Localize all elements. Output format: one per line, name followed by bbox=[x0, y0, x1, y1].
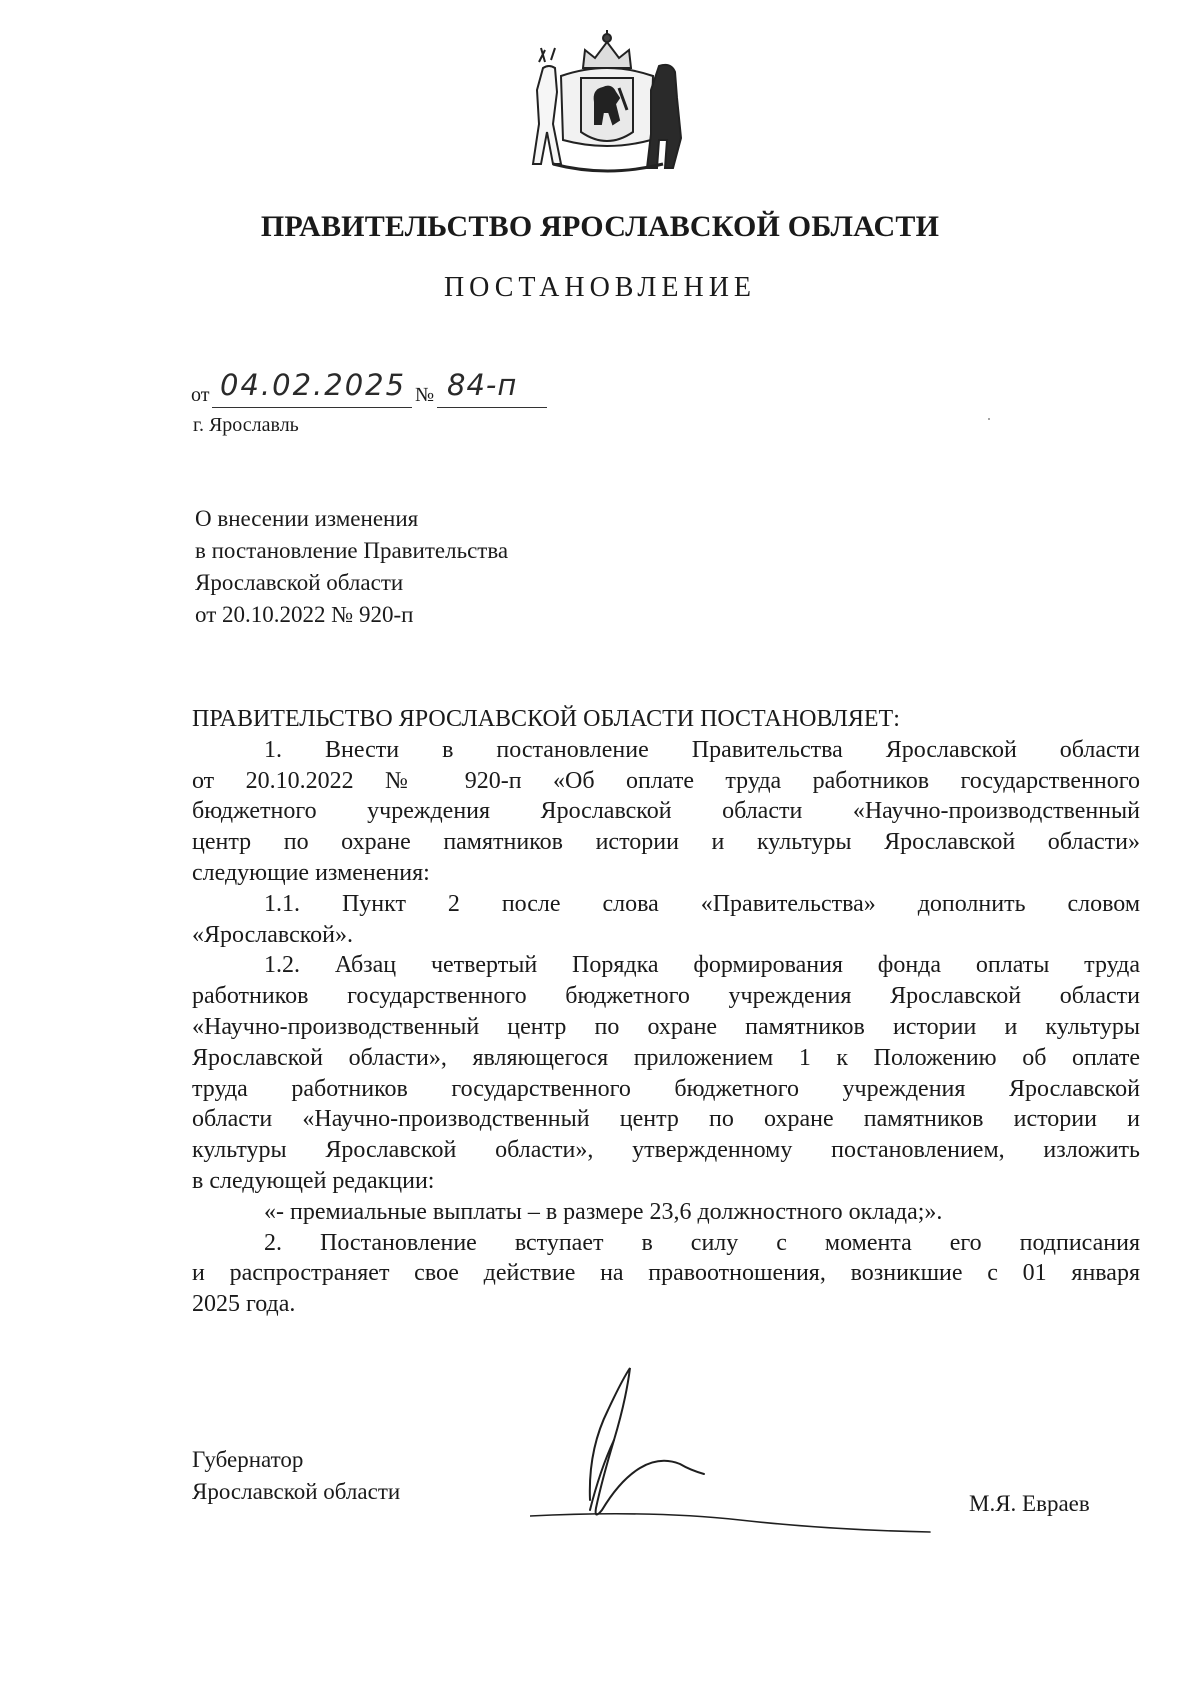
body-line: труда работников государственного бюджетного учреждения Ярославской bbox=[192, 1075, 1140, 1102]
document-number-value: 84-п bbox=[447, 368, 518, 402]
body-line: Ярославской области», являющегося приложением 1 к Положению об оплате bbox=[192, 1044, 1140, 1071]
body-line: следующие изменения: bbox=[192, 859, 430, 886]
body-line: 2025 года. bbox=[192, 1291, 296, 1318]
date-label: от bbox=[191, 384, 210, 406]
body-line: 1. Внести в постановление Правительства Ярославской области bbox=[264, 736, 1140, 763]
body-line: культуры Ярославской области», утвержденному постановлением, изложить bbox=[192, 1137, 1140, 1164]
body-line: 2. Постановление вступает в силу с момента его подписания bbox=[264, 1229, 1140, 1256]
signer-title-line: Ярославской области bbox=[192, 1479, 401, 1504]
body-line: бюджетного учреждения Ярославской области «Научно-производственный bbox=[192, 798, 1140, 825]
subject-block bbox=[195, 503, 508, 631]
coat-of-arms-emblem bbox=[523, 28, 691, 176]
date-underline bbox=[212, 407, 412, 408]
body-line: 1.2. Абзац четвертый Порядка формирования фонда оплаты труда bbox=[264, 952, 1140, 979]
body-line: работников государственного бюджетного учреждения Ярославской области bbox=[192, 983, 1140, 1010]
handwritten-signature bbox=[530, 1360, 940, 1550]
scan-speck bbox=[988, 418, 990, 420]
subject-line: Ярославской области bbox=[195, 570, 404, 595]
signer-title bbox=[192, 1444, 400, 1508]
body-line: «Ярославской». bbox=[192, 921, 354, 948]
city-line: г. Ярославль bbox=[193, 414, 299, 436]
org-title: ПРАВИТЕЛЬСТВО ЯРОСЛАВСКОЙ ОБЛАСТИ bbox=[260, 210, 940, 243]
body-line: и распространяет свое действие на правоотношения, возникшие с 01 января bbox=[192, 1260, 1140, 1287]
signer-name: М.Я. Евраев bbox=[969, 1491, 1090, 1516]
number-label: № bbox=[415, 384, 435, 406]
resolution-body bbox=[192, 704, 1140, 1320]
document-type-title: ПОСТАНОВЛЕНИЕ bbox=[443, 272, 757, 303]
subject-line: в постановление Правительства bbox=[195, 538, 509, 563]
number-underline bbox=[437, 407, 547, 408]
resolution-heading: ПРАВИТЕЛЬСТВО ЯРОСЛАВСКОЙ ОБЛАСТИ ПОСТАНОВЛЯЕТ: bbox=[192, 706, 900, 732]
body-line: «- премиальные выплаты – в размере 23,6 должностного оклада;». bbox=[264, 1198, 943, 1225]
subject-line: от 20.10.2022 № 920-п bbox=[195, 602, 414, 627]
body-line: центр по охране памятников истории и культуры Ярославской области» bbox=[192, 829, 1140, 856]
body-line: 1.1. Пункт 2 после слова «Правительства» дополнить словом bbox=[264, 890, 1140, 917]
body-line: от 20.10.2022 № 920-п «Об оплате труда работников государственного bbox=[192, 767, 1140, 794]
date-value: 04.02.2025 bbox=[220, 368, 407, 402]
body-line: в следующей редакции: bbox=[192, 1167, 435, 1194]
body-line: «Научно-производственный центр по охране памятников истории и культуры bbox=[192, 1013, 1140, 1040]
body-line: области «Научно-производственный центр по охране памятников истории и bbox=[192, 1106, 1140, 1133]
subject-line: О внесении изменения bbox=[195, 506, 419, 531]
signer-title-line: Губернатор bbox=[192, 1447, 304, 1472]
